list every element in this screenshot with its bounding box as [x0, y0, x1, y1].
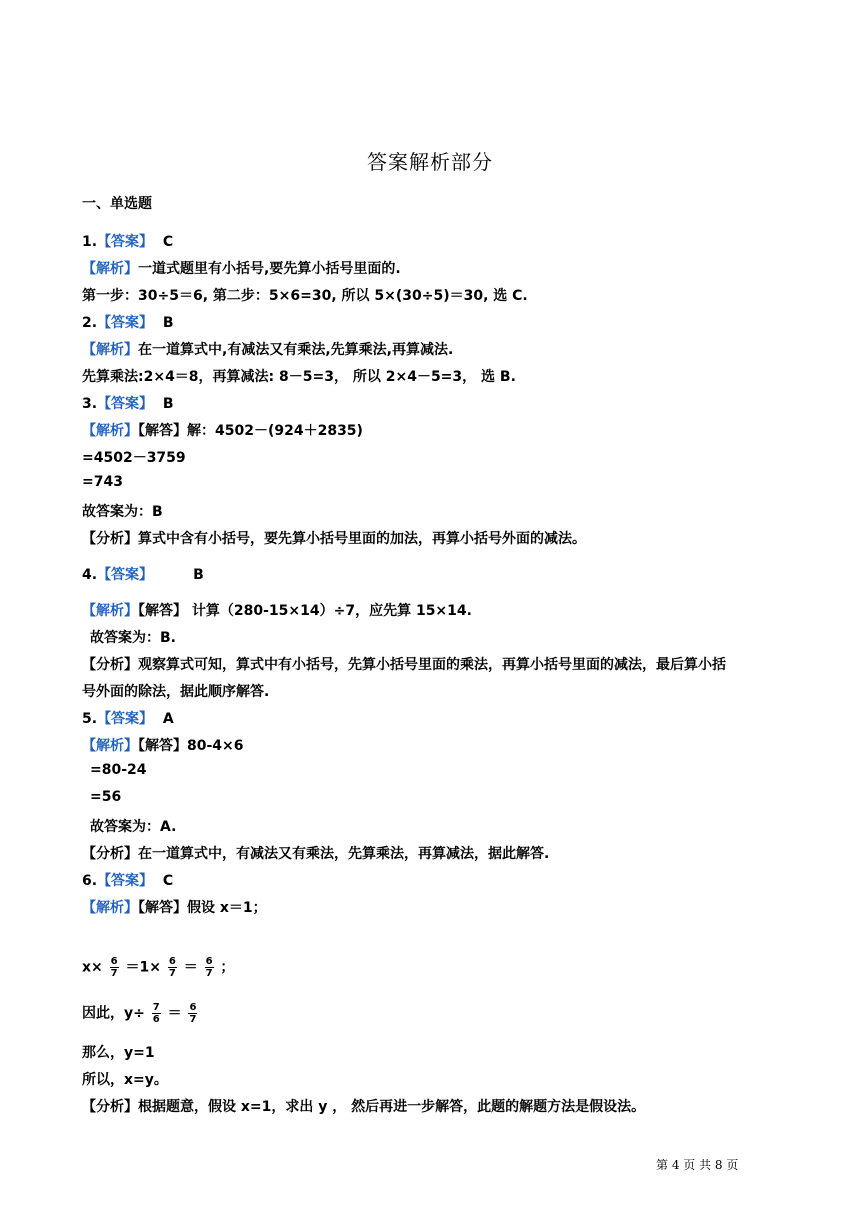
fraction-7-6: $\frac{7}{6}$ — [152, 1002, 160, 1025]
q3-solve: 解：4502－(924＋2835) — [187, 423, 363, 439]
q3-answer-line — [82, 393, 173, 413]
q5-fenxi-line — [82, 843, 549, 863]
q3-fenxi-line — [82, 528, 586, 548]
section-heading: 一、单选题 — [82, 196, 152, 212]
eq-text: ； — [220, 959, 235, 976]
solve-label: 【解答】 — [138, 738, 187, 754]
q3-solve-line — [82, 420, 363, 440]
solve-label: 【解答】 — [138, 603, 187, 619]
q2-answer-line — [82, 312, 173, 332]
fenxi-label: 【分析】 — [82, 531, 138, 547]
fenxi-label: 【分析】 — [82, 657, 138, 673]
q2-number: 2. — [82, 315, 98, 331]
eq-text: ＝1× — [125, 959, 161, 976]
q5-step2: =56 — [90, 789, 122, 805]
q3-conclusion: 故答案为：B — [82, 504, 163, 520]
answer-label: 【答案】 — [97, 711, 154, 727]
q6-answer-line — [82, 870, 173, 890]
q1-answer-line — [82, 231, 173, 251]
analysis-label: 【解析】 — [82, 900, 138, 916]
fraction-6-7: $\frac{6}{7}$ — [205, 956, 213, 979]
q1-analysis: 一道式题里有小括号,要先算小括号里面的. — [138, 261, 401, 277]
analysis-label: 【解析】 — [82, 423, 138, 439]
q1-analysis-line — [82, 258, 401, 278]
q5-solve-line — [82, 735, 244, 755]
fraction-6-7: $\frac{6}{7}$ — [110, 956, 118, 979]
answer-label: 【答案】 — [97, 315, 154, 331]
q1-number: 1. — [82, 234, 98, 250]
q6-number: 6. — [82, 873, 98, 889]
q5-number: 5. — [82, 711, 98, 727]
q6-equation-2 — [82, 1002, 199, 1025]
q4-fenxi-cont: 号外面的除法，据此顺序解答. — [82, 684, 270, 700]
eq-text: ＝ — [183, 959, 198, 976]
analysis-label: 【解析】 — [82, 738, 138, 754]
analysis-label: 【解析】 — [82, 261, 138, 277]
q2-answer: B — [162, 315, 174, 331]
q4-answer-line — [82, 564, 204, 584]
analysis-label: 【解析】 — [82, 342, 138, 358]
q5-solve: 80-4×6 — [187, 738, 244, 754]
answer-label: 【答案】 — [97, 396, 154, 412]
solve-label: 【解答】 — [138, 423, 187, 439]
fenxi-label: 【分析】 — [82, 846, 138, 862]
q5-step1: =80-24 — [90, 762, 147, 778]
q4-number: 4. — [82, 567, 98, 583]
q3-answer: B — [162, 396, 174, 412]
q5-conclusion: 故答案为：A. — [90, 819, 177, 835]
solve-label: 【解答】 — [138, 900, 187, 916]
analysis-label: 【解析】 — [82, 603, 138, 619]
q4-fenxi: 观察算式可知，算式中有小括号，先算小括号里面的乘法，再算小括号里面的减法，最后算小括 — [138, 657, 726, 673]
q6-fenxi-line — [82, 1096, 645, 1116]
q2-analysis: 在一道算式中,有减法又有乘法,先算乘法,再算减法. — [138, 342, 454, 358]
q6-answer: C — [162, 873, 174, 889]
q4-answer: B — [193, 567, 204, 583]
fenxi-label: 【分析】 — [82, 1099, 138, 1115]
page-title: 答案解析部分 — [367, 150, 493, 174]
fraction-6-7: $\frac{6}{7}$ — [168, 956, 176, 979]
q6-step1: 那么，y=1 — [82, 1045, 155, 1061]
answer-label: 【答案】 — [97, 234, 154, 250]
eq-text: x× — [82, 959, 103, 976]
page-footer: 第 4 页 共 8 页 — [656, 1158, 739, 1172]
fraction-6-7: $\frac{6}{7}$ — [189, 1002, 197, 1025]
q4-conclusion: 故答案为：B. — [90, 630, 176, 646]
answer-label: 【答案】 — [97, 567, 154, 583]
q6-solve: 假设 x＝1； — [187, 900, 267, 916]
answer-label: 【答案】 — [97, 873, 154, 889]
eq-text: ＝ — [167, 1005, 182, 1022]
q3-fenxi: 算式中含有小括号，要先算小括号里面的加法，再算小括号外面的减法。 — [138, 531, 586, 547]
q4-solve-line — [82, 600, 472, 620]
q3-step2: =743 — [82, 474, 123, 490]
q4-solve: 计算（280-15×14）÷7，应先算 15×14. — [187, 603, 472, 619]
q1-answer: C — [162, 234, 174, 250]
q1-steps: 第一步：30÷5＝6, 第二步：5×6=30, 所以 5×(30÷5)＝30, 选 C. — [82, 288, 528, 304]
q2-analysis-line — [82, 339, 453, 359]
eq-text: 因此，y÷ — [82, 1005, 145, 1022]
q3-step1: =4502－3759 — [82, 450, 186, 466]
q3-number: 3. — [82, 396, 98, 412]
q5-answer: A — [162, 711, 174, 727]
q4-fenxi-line — [82, 654, 726, 674]
q2-steps: 先算乘法:2×4＝8，再算减法: 8－5=3， 所以 2×4－5=3， 选 B. — [82, 369, 516, 385]
q5-fenxi: 在一道算式中，有减法又有乘法，先算乘法，再算减法，据此解答. — [138, 846, 550, 862]
q6-equation-1 — [82, 956, 234, 979]
q6-solve-line — [82, 897, 267, 917]
q5-answer-line — [82, 708, 174, 728]
q6-fenxi: 根据题意，假设 x=1，求出 y ， 然后再进一步解答，此题的解题方法是假设法。 — [138, 1099, 646, 1115]
q6-step2: 所以，x=y。 — [82, 1072, 168, 1088]
